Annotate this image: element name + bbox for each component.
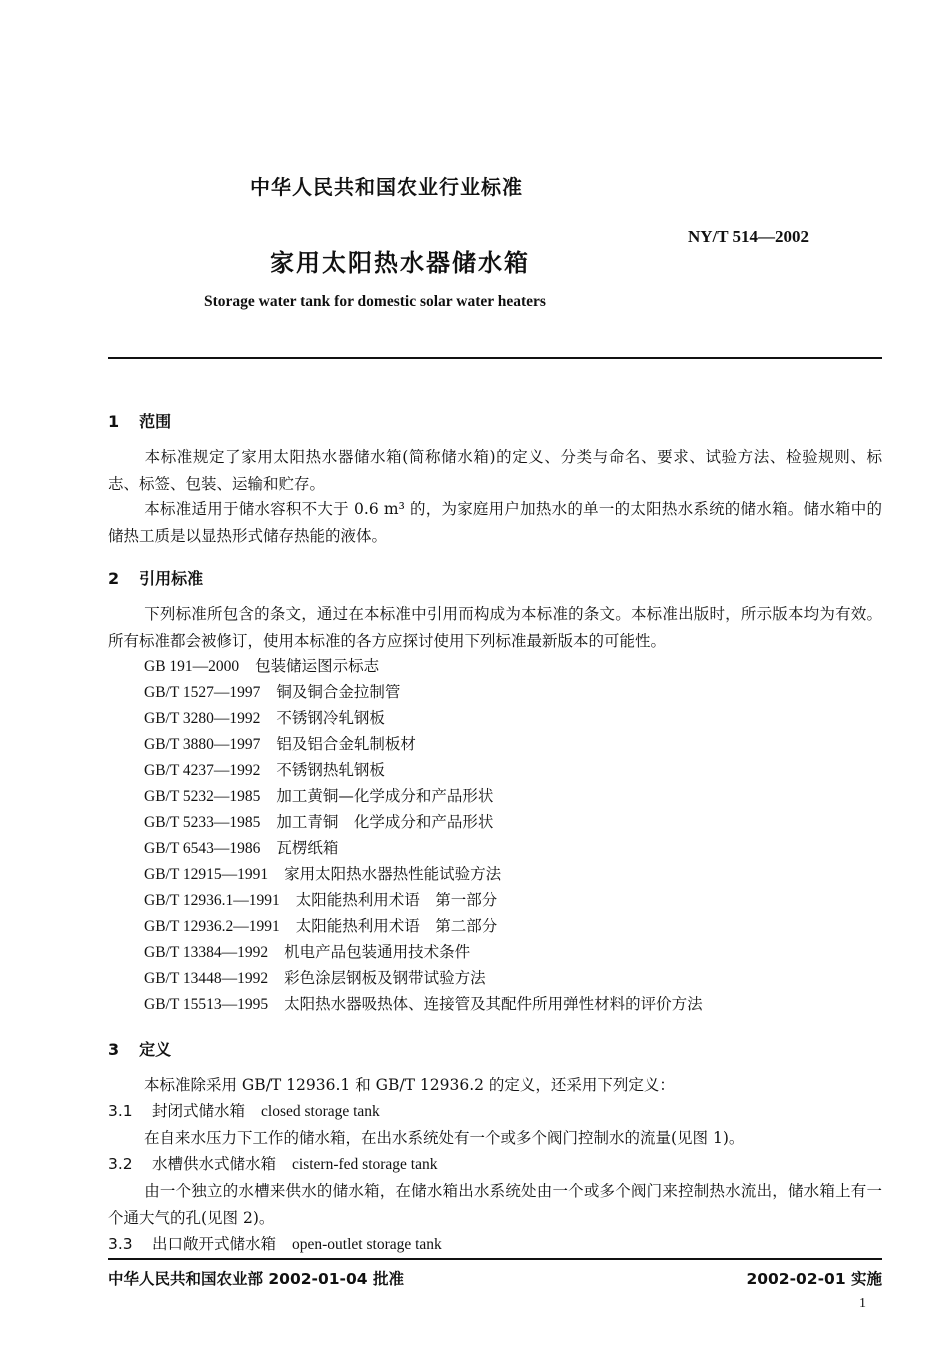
term-heading bbox=[108, 1152, 437, 1174]
reference-item bbox=[144, 680, 400, 702]
reference-item bbox=[144, 732, 416, 754]
reference-title: 加工青铜 化学成分和产品形状 bbox=[276, 813, 494, 831]
section-2-title: 引用标准 bbox=[139, 569, 204, 588]
reference-code: GB/T 6543—1986 bbox=[144, 840, 261, 857]
term-en: open-outlet storage tank bbox=[292, 1236, 442, 1253]
reference-code: GB 191—2000 bbox=[144, 658, 240, 675]
reference-item bbox=[144, 810, 493, 832]
scope-paragraph-1: 本标准规定了家用太阳热水器储水箱(简称储水箱)的定义、分类与命名、要求、试验方法、检验规则、标志、标签、包装、运输和贮存。 bbox=[108, 448, 882, 493]
section-3-number: 3 bbox=[108, 1040, 120, 1059]
reference-code: GB/T 5233—1985 bbox=[144, 814, 261, 831]
footer-rule bbox=[108, 1258, 882, 1260]
section-2-heading bbox=[108, 566, 203, 589]
page-number: 1 bbox=[859, 1296, 866, 1311]
reference-code: GB/T 12936.2—1991 bbox=[144, 918, 280, 935]
section-1-number: 1 bbox=[108, 412, 120, 431]
reference-code: GB/T 13384—1992 bbox=[144, 944, 269, 961]
reference-code: GB/T 5232—1985 bbox=[144, 788, 261, 805]
reference-title: 包装储运图示标志 bbox=[255, 657, 380, 675]
reference-title: 家用太阳热水器热性能试验方法 bbox=[284, 865, 502, 883]
term-number: 3.3 bbox=[108, 1235, 133, 1253]
section-1-title: 范围 bbox=[139, 412, 172, 431]
reference-title: 机电产品包装通用技术条件 bbox=[284, 943, 471, 961]
term-cn: 出口敞开式储水箱 bbox=[152, 1235, 277, 1253]
doc-title-en: Storage water tank for domestic solar water heaters bbox=[204, 293, 546, 310]
standard-number: NY/T 514—2002 bbox=[688, 227, 810, 246]
term-number: 3.2 bbox=[108, 1155, 133, 1173]
term-en: closed storage tank bbox=[261, 1103, 380, 1120]
header-rule bbox=[108, 357, 882, 359]
reference-title: 太阳能热利用术语 第一部分 bbox=[295, 891, 498, 909]
reference-code: GB/T 12915—1991 bbox=[144, 866, 269, 883]
section-3-title: 定义 bbox=[139, 1040, 172, 1059]
term-heading bbox=[108, 1232, 442, 1254]
reference-item bbox=[144, 862, 501, 884]
reference-item bbox=[144, 836, 338, 858]
reference-item bbox=[144, 706, 385, 728]
reference-code: GB/T 3880—1997 bbox=[144, 736, 261, 753]
term-cn: 封闭式储水箱 bbox=[152, 1102, 246, 1120]
reference-item bbox=[144, 940, 470, 962]
doc-title-cn: 家用太阳热水器储水箱 bbox=[270, 249, 530, 277]
term-cn: 水槽供水式储水箱 bbox=[152, 1155, 277, 1173]
references-intro: 下列标准所包含的条文，通过在本标准中引用而构成为本标准的条文。本标准出版时，所示版本均为有效。所有标准都会被修订，使用本标准的各方应探讨使用下列标准最新版本的可能性。 bbox=[108, 605, 882, 650]
reference-code: GB/T 13448—1992 bbox=[144, 970, 269, 987]
reference-title: 彩色涂层钢板及钢带试验方法 bbox=[284, 969, 486, 987]
term-number: 3.1 bbox=[108, 1102, 133, 1120]
reference-item bbox=[144, 784, 493, 806]
term-heading bbox=[108, 1099, 380, 1121]
definitions-intro: 本标准除采用 GB/T 12936.1 和 GB/T 12936.2 的定义，还采用下列定义： bbox=[144, 1076, 675, 1094]
term-definition: 在自来水压力下工作的储水箱，在出水系统处有一个或多个阀门控制水的流量(见图 1)。 bbox=[144, 1129, 745, 1147]
section-2-number: 2 bbox=[108, 569, 120, 588]
issuer-line: 中华人民共和国农业部 2002-01-04 批准 bbox=[108, 1270, 404, 1288]
reference-item bbox=[144, 914, 497, 936]
term-definition: 由一个独立的水槽来供水的储水箱，在储水箱出水系统处由一个或多个阀门来控制热水流出，储水箱上有一个通大气的孔(见图 2)。 bbox=[108, 1182, 882, 1227]
reference-title: 加工黄铜—化学成分和产品形状 bbox=[276, 787, 494, 805]
reference-item bbox=[144, 758, 385, 780]
reference-title: 瓦楞纸箱 bbox=[276, 839, 339, 857]
reference-title: 太阳热水器吸热体、连接管及其配件所用弹性材料的评价方法 bbox=[284, 995, 703, 1013]
reference-title: 铜及铜合金拉制管 bbox=[276, 683, 401, 701]
reference-title: 太阳能热利用术语 第二部分 bbox=[295, 917, 498, 935]
reference-title: 铝及铝合金轧制板材 bbox=[276, 735, 416, 753]
reference-title: 不锈钢热轧钢板 bbox=[276, 761, 385, 779]
scope-paragraph-2: 本标准适用于储水容积不大于 0.6 m³ 的，为家庭用户加热水的单一的太阳热水系统的储水箱。储水箱中的储热工质是以显热形式储存热能的液体。 bbox=[108, 500, 882, 545]
reference-code: GB/T 4237—1992 bbox=[144, 762, 261, 779]
reference-code: GB/T 15513—1995 bbox=[144, 996, 269, 1013]
reference-item bbox=[144, 966, 486, 988]
reference-code: GB/T 12936.1—1991 bbox=[144, 892, 280, 909]
reference-code: GB/T 1527—1997 bbox=[144, 684, 261, 701]
reference-title: 不锈钢冷轧钢板 bbox=[276, 709, 385, 727]
term-en: cistern-fed storage tank bbox=[292, 1156, 438, 1173]
industry-title: 中华人民共和国农业行业标准 bbox=[250, 175, 523, 199]
section-3-heading bbox=[108, 1037, 171, 1060]
reference-code: GB/T 3280—1992 bbox=[144, 710, 261, 727]
reference-item bbox=[144, 992, 703, 1014]
reference-item bbox=[144, 888, 497, 910]
section-1-heading bbox=[108, 409, 171, 432]
effective-date: 2002-02-01 实施 bbox=[746, 1270, 882, 1288]
reference-item bbox=[144, 654, 379, 676]
